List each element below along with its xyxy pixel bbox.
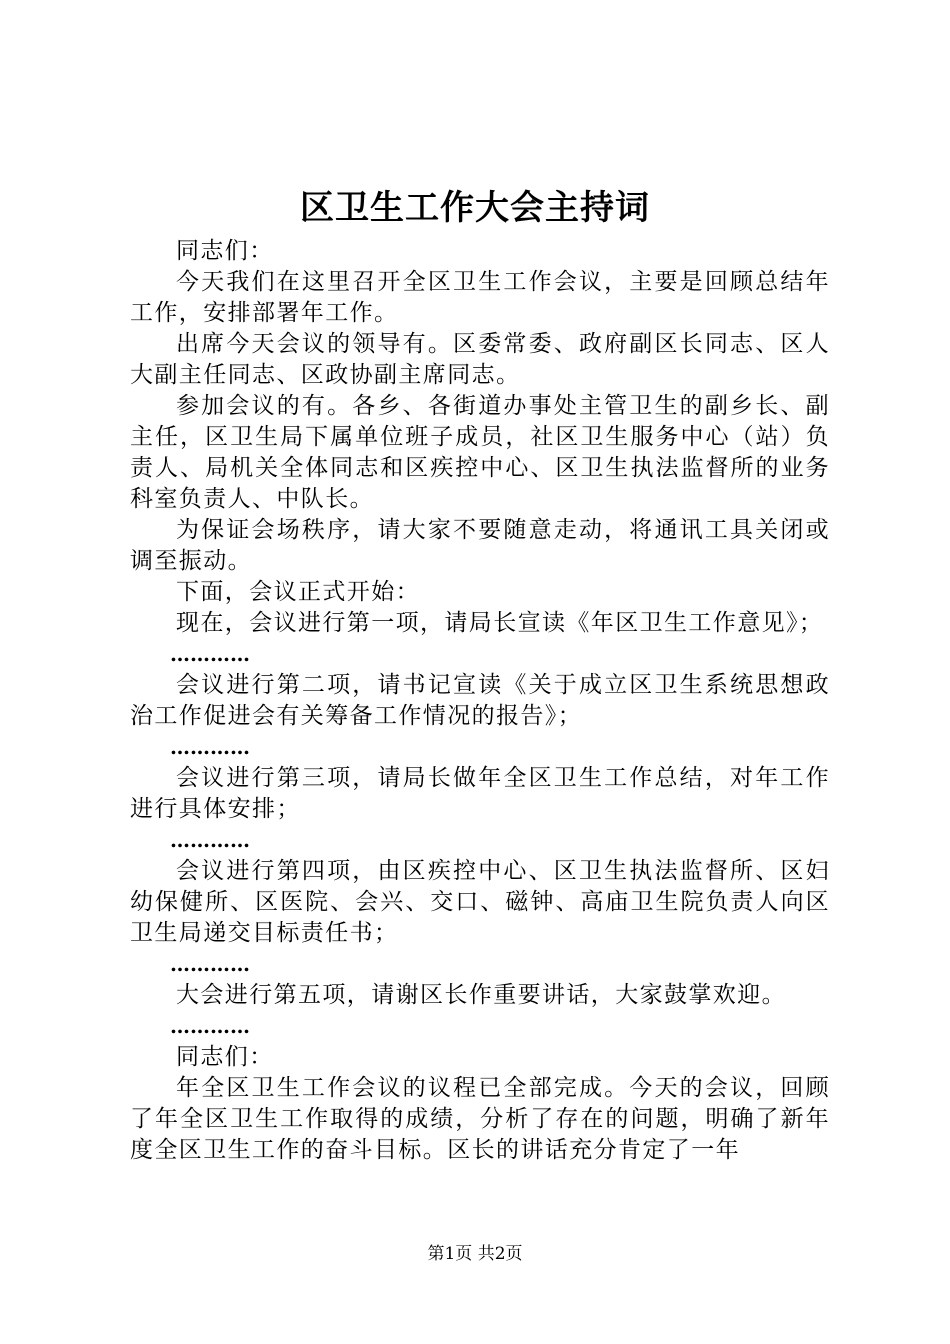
- paragraph: 参加会议的有。各乡、各街道办事处主管卫生的副乡长、副主任，区卫生局下属单位班子成员，社区卫生服务中心（站）负责人、局机关全体同志和区疾控中心、区卫生执法监督所的业务科室负责人、中队长。: [130, 393, 830, 512]
- paragraph: 大会进行第五项，请谢区长作重要讲话，大家鼓掌欢迎。: [176, 982, 786, 1008]
- document-body: [130, 236, 830, 1166]
- document-title: 区卫生工作大会主持词: [300, 188, 650, 228]
- paragraph: 出席今天会议的领导有。区委常委、政府副区长同志、区人大副主任同志、区政协副主席同志。: [130, 331, 830, 388]
- paragraph: 会议进行第四项，由区疾控中心、区卫生执法监督所、区妇幼保健所、区医院、会兴、交口、磁钟、高庙卫生院负责人向区卫生局递交目标责任书；: [130, 858, 830, 946]
- ellipsis-separator: …………: [170, 828, 250, 852]
- ellipsis-separator: …………: [170, 735, 250, 759]
- paragraph: 为保证会场秩序，请大家不要随意走动，将通讯工具关闭或调至振动。: [130, 517, 830, 574]
- paragraph: 会议进行第二项，请书记宣读《关于成立区卫生系统思想政治工作促进会有关筹备工作情况的报告》；: [130, 672, 830, 729]
- paragraph: 同志们：: [176, 1044, 274, 1070]
- paragraph: 同志们：: [176, 238, 274, 264]
- paragraph: 年全区卫生工作会议的议程已全部完成。今天的会议，回顾了年全区卫生工作取得的成绩，分析了存在的问题，明确了新年度全区卫生工作的奋斗目标。区长的讲话充分肯定了一年: [130, 1075, 830, 1163]
- ellipsis-separator: …………: [170, 952, 250, 976]
- paragraph: 下面，会议正式开始：: [176, 579, 420, 605]
- page-footer: 第1页 共2页: [427, 1244, 523, 1264]
- paragraph: 会议进行第三项，请局长做年全区卫生工作总结，对年工作进行具体安排；: [130, 765, 830, 822]
- paragraph: 今天我们在这里召开全区卫生工作会议，主要是回顾总结年工作，安排部署年工作。: [130, 269, 830, 326]
- ellipsis-separator: …………: [170, 1014, 250, 1038]
- ellipsis-separator: …………: [170, 642, 250, 666]
- paragraph: 现在，会议进行第一项，请局长宣读《年区卫生工作意见》；: [176, 610, 824, 636]
